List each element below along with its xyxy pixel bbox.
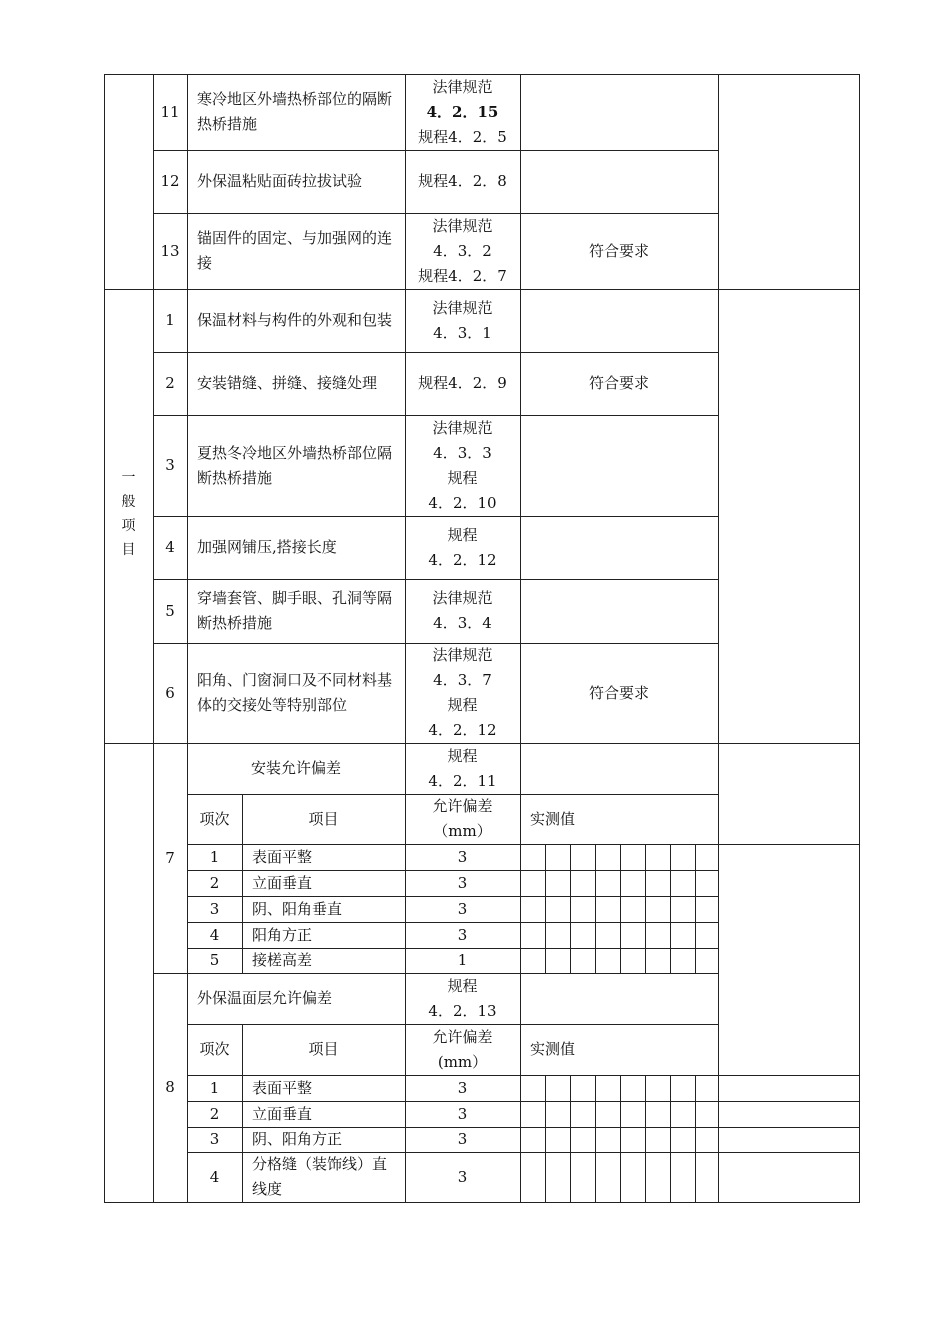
grid-line	[570, 844, 571, 974]
item-basis	[405, 74, 520, 150]
deviation-tolerance: 3	[457, 925, 468, 944]
item-result	[520, 516, 718, 579]
grid-line	[187, 1152, 860, 1153]
deviation-tolerance: 3	[457, 847, 468, 866]
item-number: 5	[165, 601, 175, 620]
item-basis-line: 法律规范	[432, 589, 493, 607]
header-seq: 项次	[199, 1040, 230, 1058]
grid-line	[645, 844, 646, 974]
group-basis	[405, 743, 520, 794]
grid-line	[620, 844, 621, 974]
grid-line	[695, 1075, 696, 1203]
group-basis-line: 4．2．11	[428, 771, 497, 790]
deviation-item: 阳角方正	[252, 925, 313, 944]
group-title: 外保温面层允许偏差	[197, 989, 333, 1007]
item-basis	[405, 415, 520, 516]
item-basis-line: 规程	[447, 468, 478, 487]
item-result	[520, 289, 718, 352]
grid-line	[570, 1075, 571, 1203]
item-basis-line: 规程4．2．7	[418, 266, 507, 285]
deviation-tolerance: 3	[457, 873, 468, 892]
deviation-seq: 1	[209, 1078, 220, 1097]
item-result	[520, 579, 718, 643]
deviation-seq: 2	[209, 873, 220, 892]
header-tolerance	[405, 1024, 520, 1075]
grid-line	[620, 1075, 621, 1203]
grid-line	[187, 948, 719, 949]
grid-line	[153, 415, 719, 416]
item-number: 1	[165, 311, 175, 329]
item-number: 6	[165, 683, 175, 702]
deviation-item: 接槎高差	[252, 951, 313, 969]
item-basis-line: 法律规范	[432, 646, 493, 664]
group-number: 7	[165, 848, 175, 867]
grid-line	[104, 743, 860, 744]
grid-line	[187, 74, 188, 290]
grid-line	[405, 74, 406, 290]
item-description: 加强网铺压,搭接长度	[197, 538, 337, 556]
general-items-label-char: 项	[121, 518, 136, 534]
grid-line	[545, 844, 546, 974]
grid-line	[153, 213, 719, 214]
item-number: 2	[165, 374, 175, 392]
item-result	[520, 415, 718, 516]
grid-line	[718, 74, 719, 290]
grid-line	[187, 870, 719, 871]
deviation-seq: 5	[209, 951, 220, 969]
item-description: 保温材料与构件的外观和包装	[197, 311, 393, 329]
item-basis-line: 法律规范	[432, 216, 493, 235]
item-number: 12	[160, 172, 180, 190]
item-basis	[405, 516, 520, 579]
deviation-tolerance: 3	[457, 899, 468, 918]
general-items-label-char: 目	[121, 542, 136, 558]
header-item: 项目	[308, 1040, 339, 1058]
grid-line	[187, 1075, 860, 1076]
grid-line	[153, 973, 719, 974]
group-basis	[405, 973, 520, 1024]
general-items-label	[104, 466, 153, 562]
item-number: 4	[165, 538, 175, 556]
item-basis-line: 4．3．4	[433, 614, 492, 632]
header-tolerance-line: 允许偏差	[432, 797, 493, 815]
grid-line	[695, 844, 696, 974]
group-number: 8	[165, 1078, 175, 1096]
grid-line	[153, 352, 719, 353]
grid-line	[187, 844, 860, 845]
header-tolerance-line: (mm）	[437, 1052, 488, 1071]
grid-line	[670, 1075, 671, 1203]
grid-line	[718, 743, 719, 1203]
header-tolerance-line: 允许偏差	[432, 1027, 493, 1046]
item-basis-line: 法律规范	[432, 418, 493, 437]
grid-line	[153, 579, 719, 580]
item-basis-line: 规程	[447, 696, 478, 714]
general-items-label-char: 一	[121, 470, 136, 486]
grid-line	[153, 289, 154, 744]
table-border-right	[859, 74, 860, 1203]
grid-line	[187, 1127, 860, 1128]
grid-line	[153, 743, 154, 1203]
item-number: 11	[160, 102, 180, 121]
deviation-seq: 4	[209, 925, 220, 944]
item-basis-line: 4．2．12	[428, 721, 497, 739]
item-result	[520, 74, 718, 150]
item-result: 符合要求	[588, 241, 649, 260]
grid-line	[153, 74, 154, 290]
grid-line	[242, 1024, 243, 1203]
grid-line	[520, 289, 521, 744]
grid-line	[405, 743, 406, 1203]
header-item: 项目	[308, 809, 339, 828]
table-border-left	[104, 74, 105, 1203]
grid-line	[670, 844, 671, 974]
item-result: 符合要求	[588, 683, 649, 702]
item-basis-line: 规程4．2．9	[418, 374, 507, 392]
deviation-item: 分格缝（装饰线）直线度	[252, 1155, 388, 1198]
deviation-tolerance: 1	[457, 951, 468, 969]
grid-line	[153, 516, 719, 517]
item-basis-line: 4．3．3	[433, 443, 492, 462]
grid-line	[187, 1024, 719, 1025]
item-basis	[405, 643, 520, 743]
grid-line	[187, 289, 188, 744]
item-description: 夏热冬冷地区外墙热桥部位隔断热桥措施	[197, 443, 393, 487]
header-tolerance	[405, 794, 520, 844]
item-basis-line: 规程	[447, 525, 478, 544]
grid-line	[520, 743, 521, 1203]
item-basis-line: 4．2．10	[428, 493, 497, 512]
deviation-item: 表面平整	[252, 1078, 313, 1097]
grid-line	[405, 289, 406, 744]
item-basis-line: 规程4．2．8	[418, 172, 507, 190]
header-seq: 项次	[199, 809, 230, 828]
item-description: 安装错缝、拼缝、接缝处理	[197, 374, 378, 392]
grid-line	[718, 289, 719, 744]
grid-line	[153, 150, 719, 151]
deviation-item: 阴、阳角方正	[252, 1130, 343, 1148]
group-basis-line: 4．2．13	[428, 1001, 497, 1020]
general-items-label-char: 般	[121, 494, 136, 510]
item-description: 穿墙套管、脚手眼、孔洞等隔断热桥措施	[197, 589, 393, 632]
grid-line	[242, 794, 243, 974]
item-basis	[405, 289, 520, 352]
group-basis-line: 规程	[447, 746, 478, 765]
item-description: 外保温粘贴面砖拉拔试验	[197, 172, 363, 190]
deviation-tolerance: 3	[457, 1130, 468, 1148]
header-measured: 实测值	[530, 1040, 576, 1058]
grid-line	[645, 1075, 646, 1203]
deviation-item: 表面平整	[252, 847, 313, 866]
item-description: 阳角、门窗洞口及不同材料基体的交接处等特别部位	[197, 671, 393, 714]
deviation-item: 阴、阳角垂直	[252, 899, 343, 918]
item-basis-line: 规程4．2．5	[418, 127, 507, 146]
deviation-tolerance: 3	[457, 1167, 468, 1186]
table-border-top	[104, 74, 860, 75]
grid-line	[187, 896, 719, 897]
grid-line	[187, 1101, 860, 1102]
item-basis	[405, 213, 520, 289]
item-basis	[405, 150, 520, 213]
item-number: 13	[160, 241, 180, 260]
item-basis-line: 4．3．2	[433, 241, 492, 260]
grid-line	[520, 74, 521, 290]
grid-line	[187, 922, 719, 923]
header-tolerance-line: （mm）	[433, 822, 492, 840]
grid-line	[595, 844, 596, 974]
item-basis-line: 4．2．15	[426, 102, 499, 121]
deviation-seq: 1	[209, 847, 220, 866]
grid-line	[187, 794, 719, 795]
item-basis-line: 法律规范	[432, 77, 493, 96]
header-measured: 实测值	[530, 809, 576, 828]
item-number: 3	[165, 456, 175, 474]
grid-line	[104, 289, 860, 290]
deviation-item: 立面垂直	[252, 873, 313, 892]
item-basis-line: 4．2．12	[428, 550, 497, 569]
group-title: 安装允许偏差	[250, 759, 341, 777]
grid-line	[545, 1075, 546, 1203]
deviation-item: 立面垂直	[252, 1104, 313, 1123]
deviation-seq: 2	[209, 1104, 220, 1123]
item-basis-line: 法律规范	[432, 298, 493, 317]
deviation-tolerance: 3	[457, 1078, 468, 1097]
item-basis	[405, 579, 520, 643]
group-basis-line: 规程	[447, 976, 478, 995]
deviation-seq: 3	[209, 899, 220, 918]
deviation-seq: 3	[209, 1130, 220, 1148]
item-basis-line: 4．3．1	[433, 323, 492, 342]
deviation-seq: 4	[209, 1167, 220, 1186]
item-result	[520, 150, 718, 213]
table-border-bottom	[104, 1202, 860, 1203]
item-description: 锚固件的固定、与加强网的连接	[197, 229, 393, 272]
item-result: 符合要求	[588, 374, 649, 392]
deviation-tolerance: 3	[457, 1104, 468, 1123]
item-basis-line: 4．3．7	[433, 671, 492, 689]
grid-line	[187, 743, 188, 1203]
item-basis	[405, 352, 520, 415]
grid-line	[595, 1075, 596, 1203]
grid-line	[153, 643, 719, 644]
item-description: 寒冷地区外墙热桥部位的隔断热桥措施	[197, 90, 393, 133]
